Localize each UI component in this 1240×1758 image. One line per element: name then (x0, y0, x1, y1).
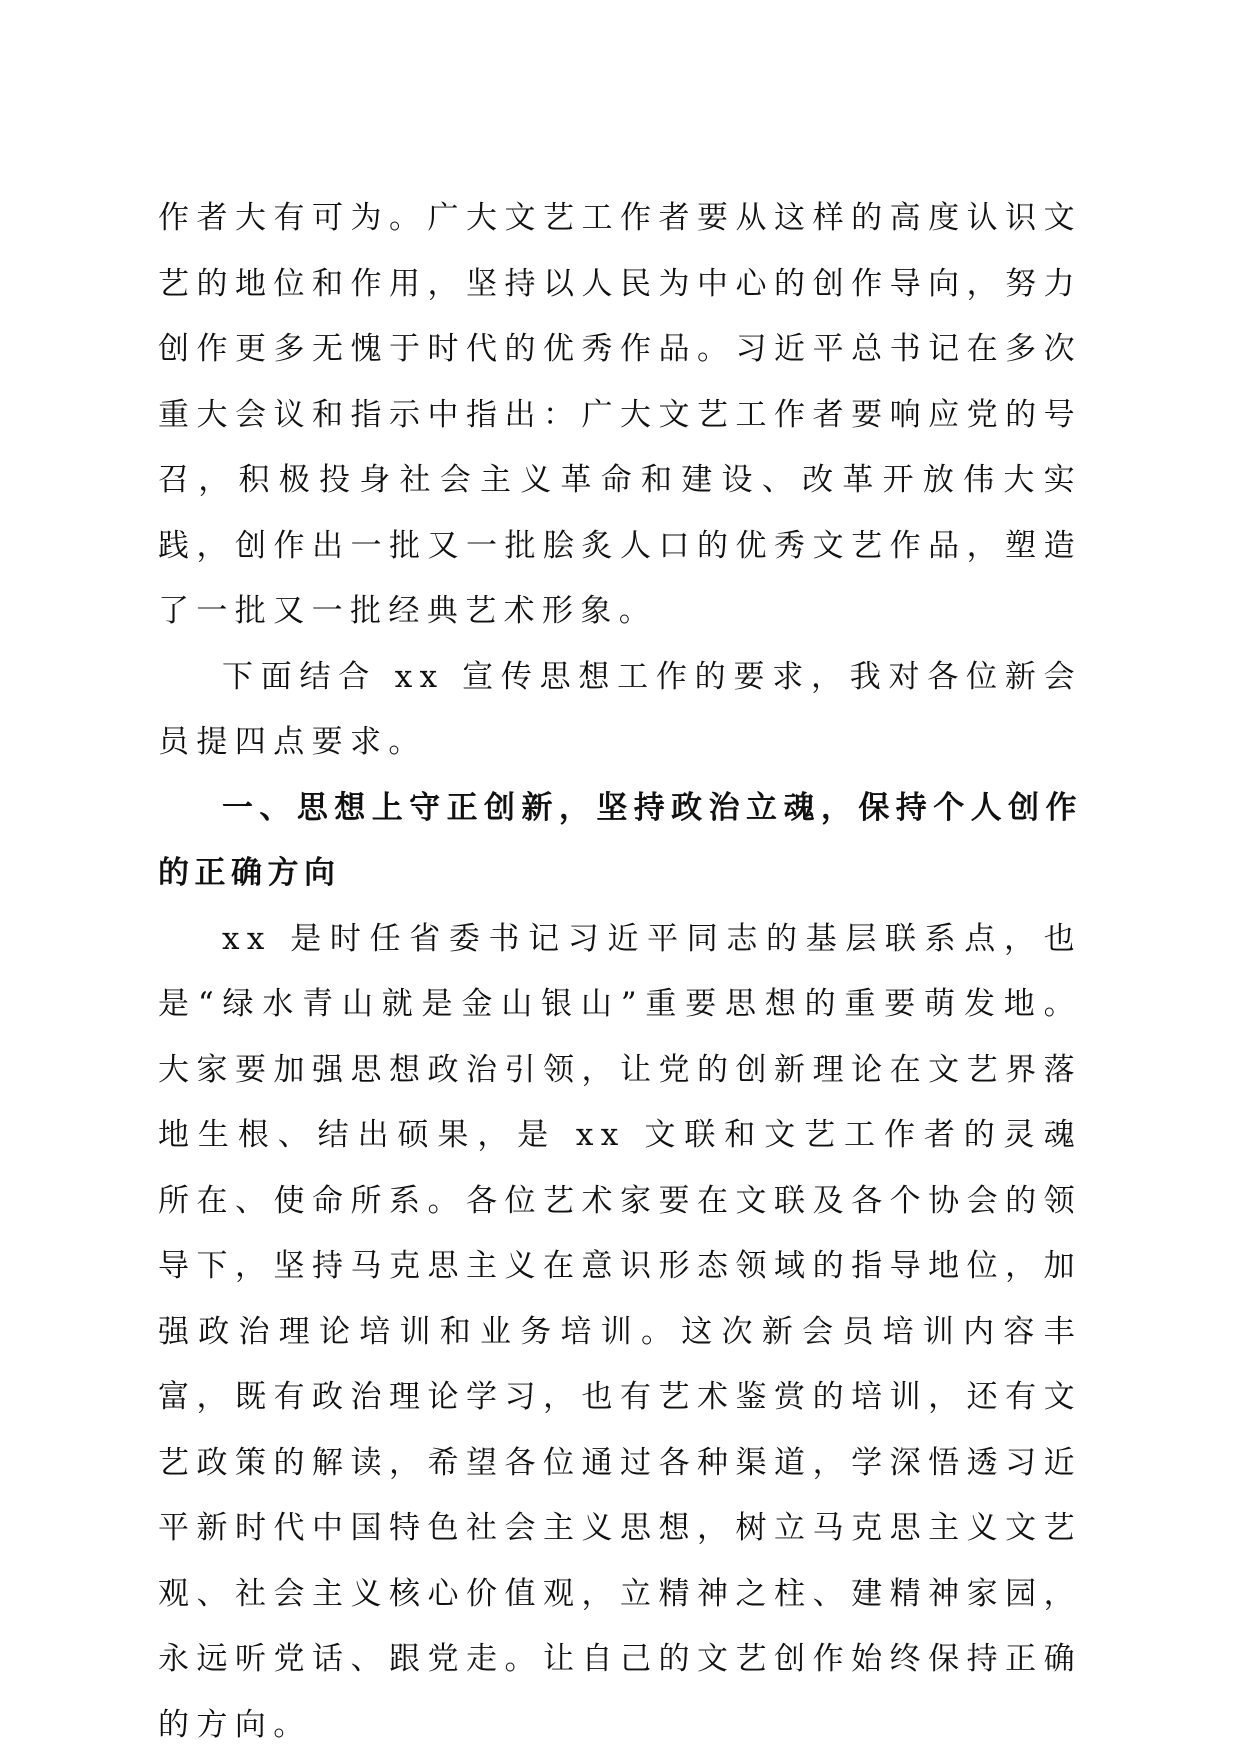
paragraph-section-1-body: xx 是时任省委书记习近平同志的基层联系点，也是“绿水青山就是金山银山”重要思想的重要萌发地。大家要加强思想政治引领，让党的创新理论在文艺界落地生根、结出硕果，是 xx 文联和文艺工作者的灵魂所在、使命所系。各位艺术家要在文联及各个协会的领导下，坚持马克思主义在意识形态领域的指导地位，加强政治理论培训和业务培训。这次新会员培训内容丰富，既有政治理论学习，也有艺术鉴赏的培训，还有文艺政策的解读，希望各位通过各种渠道，学深悟透习近平新时代中国特色社会主义思想，树立马克思主义文艺观、社会主义核心价值观，立精神之柱、建精神家园，永远听党话、跟党走。让自己的文艺创作始终保持正确的方向。 (158, 907, 1082, 1758)
paragraph-requirements-intro: 下面结合 xx 宣传思想工作的要求，我对各位新会员提四点要求。 (158, 645, 1082, 776)
paragraph-continued-intro: 作者大有可为。广大文艺工作者要从这样的高度认识文艺的地位和作用，坚持以人民为中心的创作导向，努力创作更多无愧于时代的优秀作品。习近平总书记在多次重大会议和指示中指出：广大文艺工作者要响应党的号召，积极投身社会主义革命和建设、改革开放伟大实践，创作出一批又一批脍炙人口的优秀文艺作品，塑造了一批又一批经典艺术形象。 (158, 186, 1082, 645)
section-heading-1: 一、思想上守正创新，坚持政治立魂，保持个人创作的正确方向 (158, 776, 1082, 907)
document-body (158, 186, 1082, 1758)
